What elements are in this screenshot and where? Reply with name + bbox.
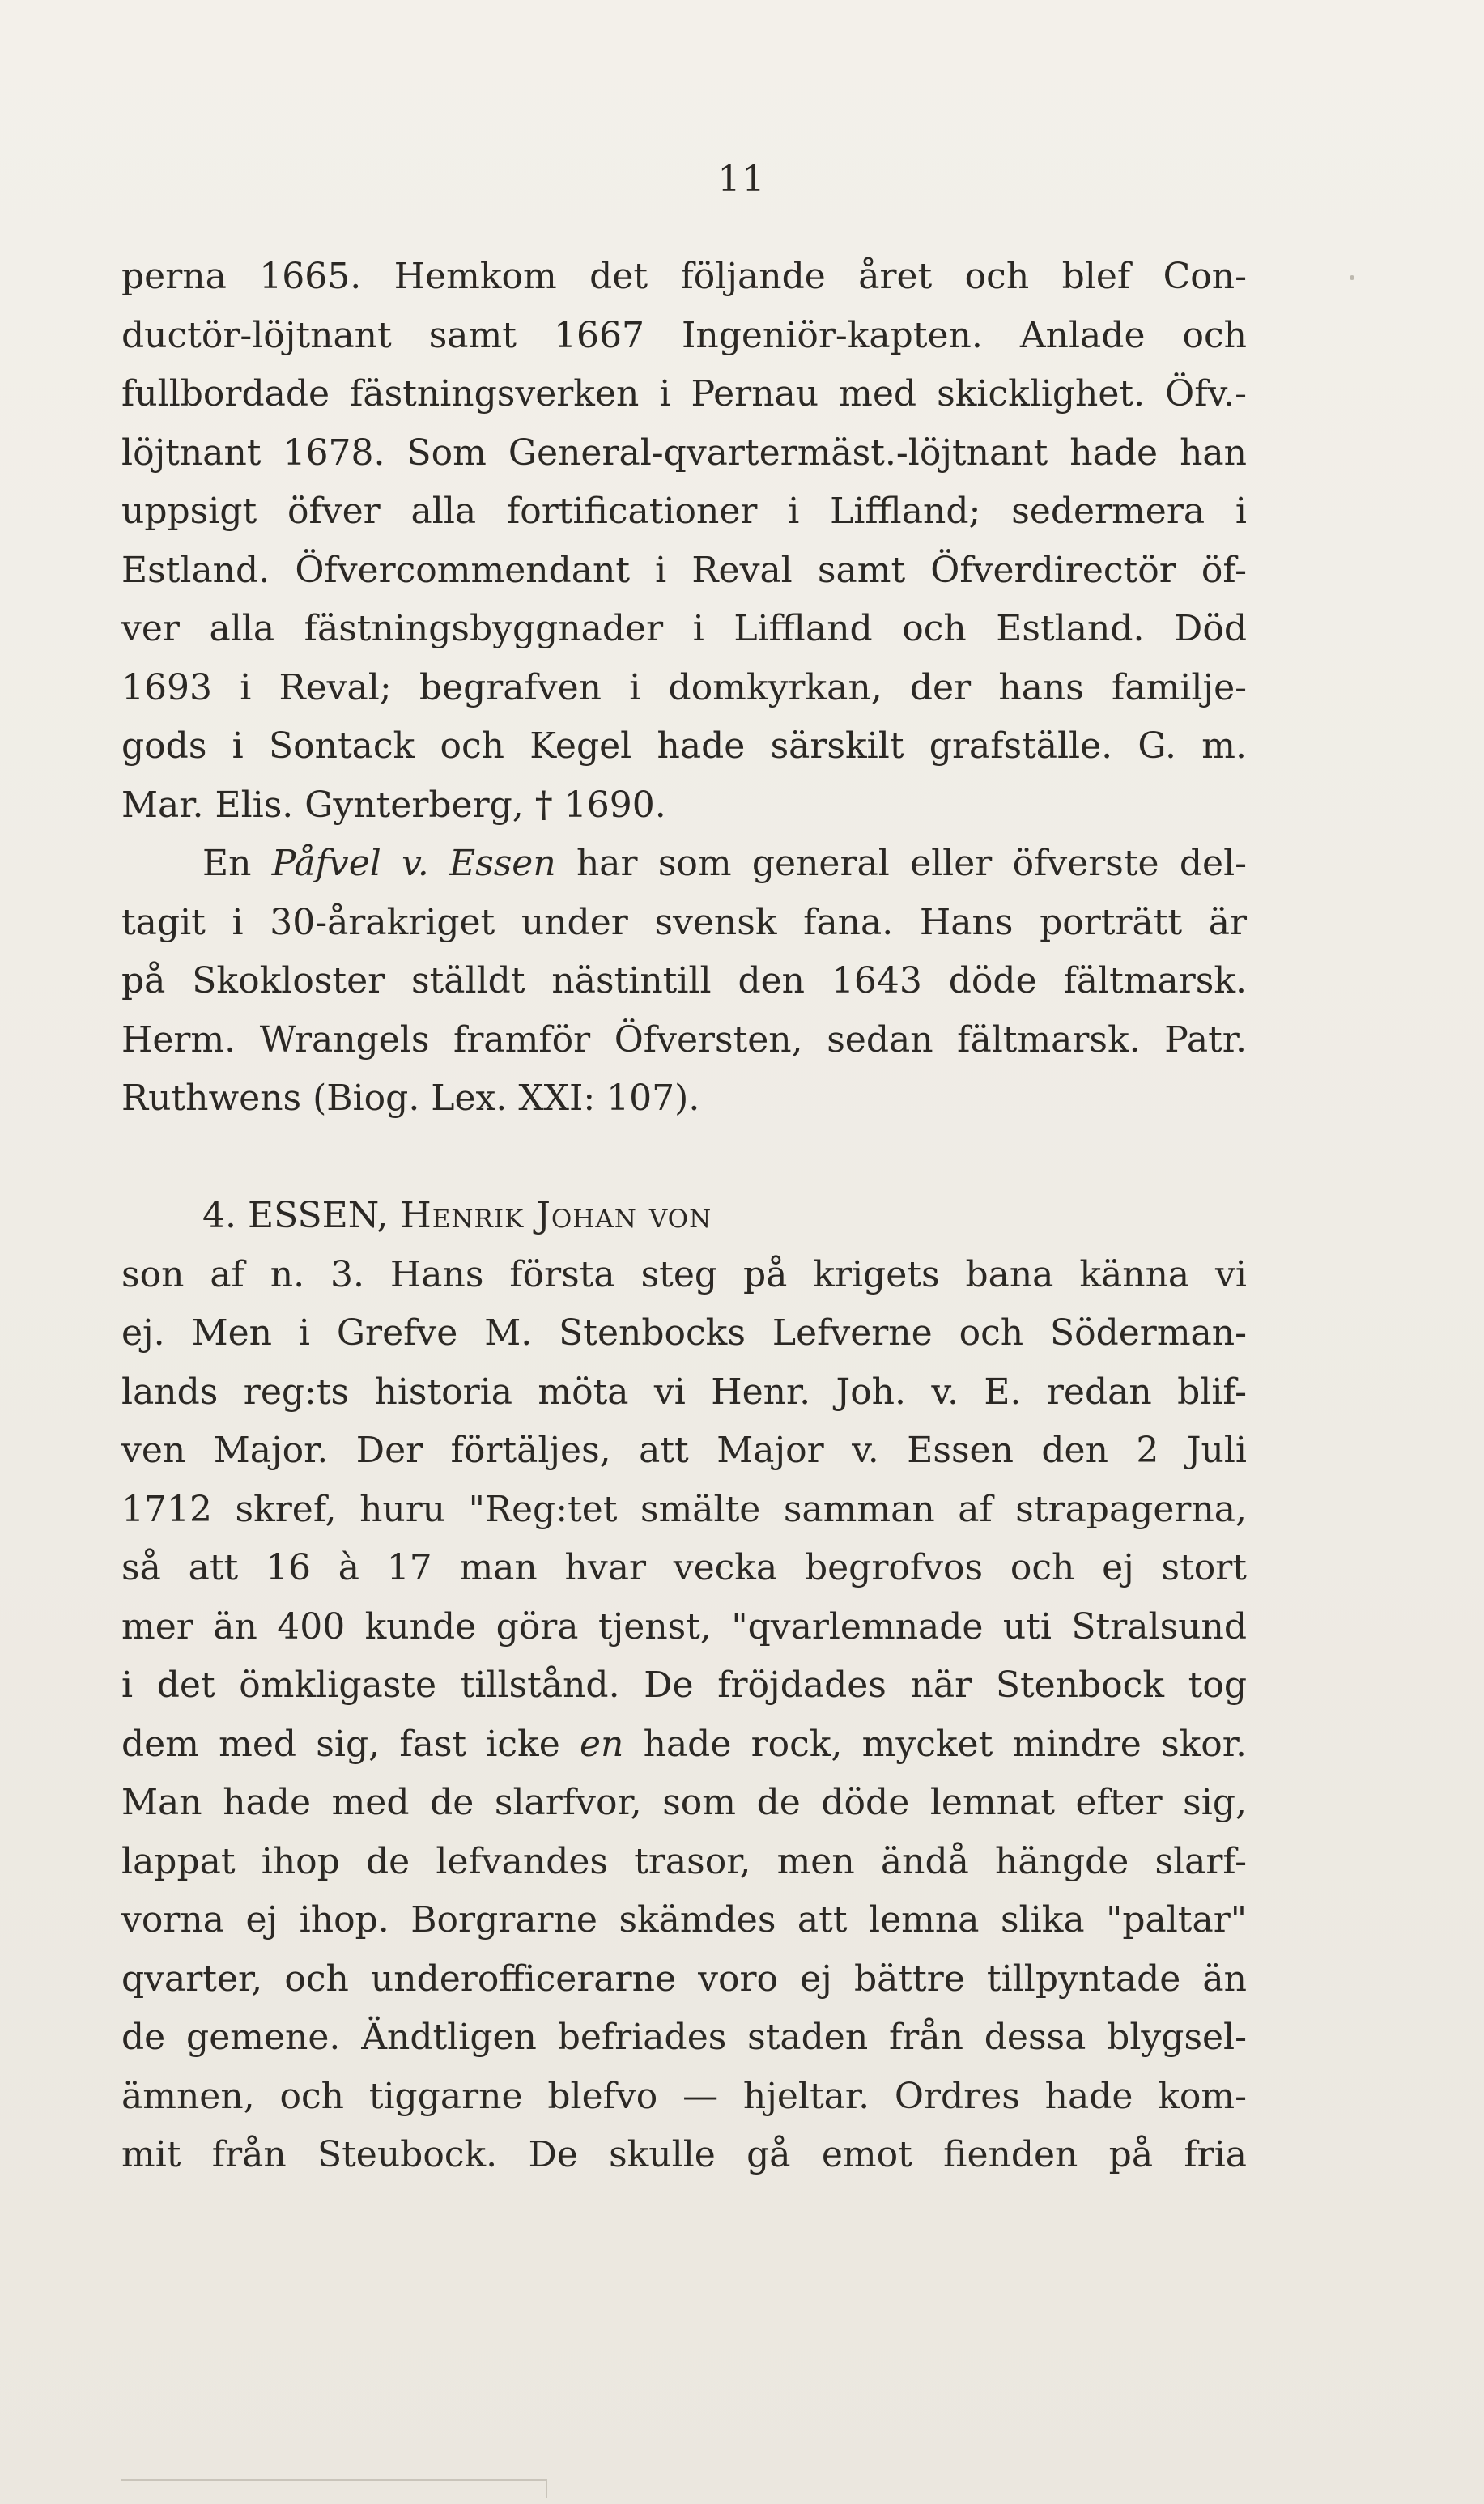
text-line: mit från Steubock. De skulle gå emot fienden på fria bbox=[121, 2134, 1247, 2175]
margin-speck bbox=[1350, 275, 1354, 280]
text-line: 1693 i Reval; begrafven i domkyrkan, der hans familje- bbox=[121, 666, 1247, 708]
text-line: så att 16 à 17 man hvar vecka begrofvos och ej stort bbox=[121, 1547, 1247, 1588]
text-line: qvarter, och underofficerarne voro ej bättre tillpyntade än bbox=[121, 1958, 1247, 2000]
text-line: tagit i 30-årakriget under svensk fana. Hans porträtt är bbox=[121, 901, 1247, 943]
text-line: ämnen, och tiggarne blefvo — hjeltar. Ordres hade kom- bbox=[121, 2075, 1247, 2117]
text-line: de gemene. Ändtligen befriades staden från dessa blygsel- bbox=[121, 2017, 1247, 2058]
text-line: på Skokloster ställdt nästintill den 1643 döde fältmarsk. bbox=[121, 960, 1247, 1001]
page-edge-tick bbox=[546, 2479, 547, 2498]
text-line: vorna ej ihop. Borgrarne skämdes att lemna slika "paltar" bbox=[121, 1899, 1247, 1941]
text-line: uppsigt öfver alla fortificationer i Liffland; sedermera i bbox=[121, 491, 1247, 532]
person-name: Påfvel v. bbox=[271, 843, 429, 884]
section-gap bbox=[121, 1129, 1247, 1188]
emphasis-word: en bbox=[579, 1723, 624, 1765]
heading-name: Henrik Johan von bbox=[388, 1195, 712, 1236]
text-line: ductör-löjtnant samt 1667 Ingeniör-kapten. Anlade och bbox=[121, 314, 1247, 356]
text-line: fullbordade fästningsverken i Pernau med skicklighet. Öfv.- bbox=[121, 373, 1247, 414]
text-line: lappat ihop de lefvandes trasor, men ändå hängde slarf- bbox=[121, 1840, 1247, 1882]
text-line: son af n. 3. Hans första steg på krigets bana känna vi bbox=[121, 1253, 1247, 1295]
text-line: Man hade med de slarfvor, som de döde lemnat efter sig, bbox=[121, 1782, 1247, 1823]
text-line: 1712 skref, huru "Reg:tet smälte samman af strapagerna, bbox=[121, 1488, 1247, 1530]
text-line: Mar. Elis. Gynterberg, † 1690. bbox=[121, 784, 666, 826]
text-line: perna 1665. Hemkom det följande året och blef Con- bbox=[121, 256, 1247, 297]
text-line: i det ömkligaste tillstånd. De fröjdades när Stenbock tog bbox=[121, 1664, 1247, 1706]
page-edge-rule bbox=[121, 2479, 546, 2481]
text-line: ven Major. Der förtäljes, att Major v. Essen den 2 Juli bbox=[121, 1430, 1247, 1471]
text-line: Herm. Wrangels framför Öfversten, sedan fältmarsk. Patr. bbox=[121, 1018, 1247, 1061]
text-line: mer än 400 kunde göra tjenst, "qvarlemnade uti Stralsund bbox=[121, 1605, 1247, 1647]
person-surname: Essen bbox=[449, 843, 556, 884]
text-line: ej. Men i Grefve M. Stenbocks Lefverne och Söderman- bbox=[121, 1312, 1247, 1354]
page-number: 11 bbox=[717, 159, 767, 200]
text-line: löjtnant 1678. Som General-qvartermäst.-löjtnant hade han bbox=[121, 432, 1247, 474]
text-line: lands reg:ts historia möta vi Henr. Joh. v. E. redan blif- bbox=[121, 1371, 1247, 1413]
text-line: dem med sig, fast icke en hade rock, mycket mindre skor. bbox=[121, 1723, 1247, 1765]
text-line: gods i Sontack och Kegel hade särskilt grafställe. G. m. bbox=[121, 725, 1247, 767]
body-text bbox=[121, 248, 1247, 2185]
heading-number: 4. ESSEN, bbox=[202, 1195, 389, 1236]
section-heading bbox=[121, 1187, 1247, 1246]
paragraph-first-line: En Påfvel v. Essen har som general eller öfverste del- bbox=[202, 843, 1248, 884]
text-line: Estland. Öfvercommendant i Reval samt Öfverdirectör öf- bbox=[121, 549, 1247, 591]
text-line: Ruthwens (Biog. Lex. XXI: 107). bbox=[121, 1078, 700, 1119]
text-line: ver alla fästningsbyggnader i Liffland och Estland. Död bbox=[121, 608, 1247, 649]
